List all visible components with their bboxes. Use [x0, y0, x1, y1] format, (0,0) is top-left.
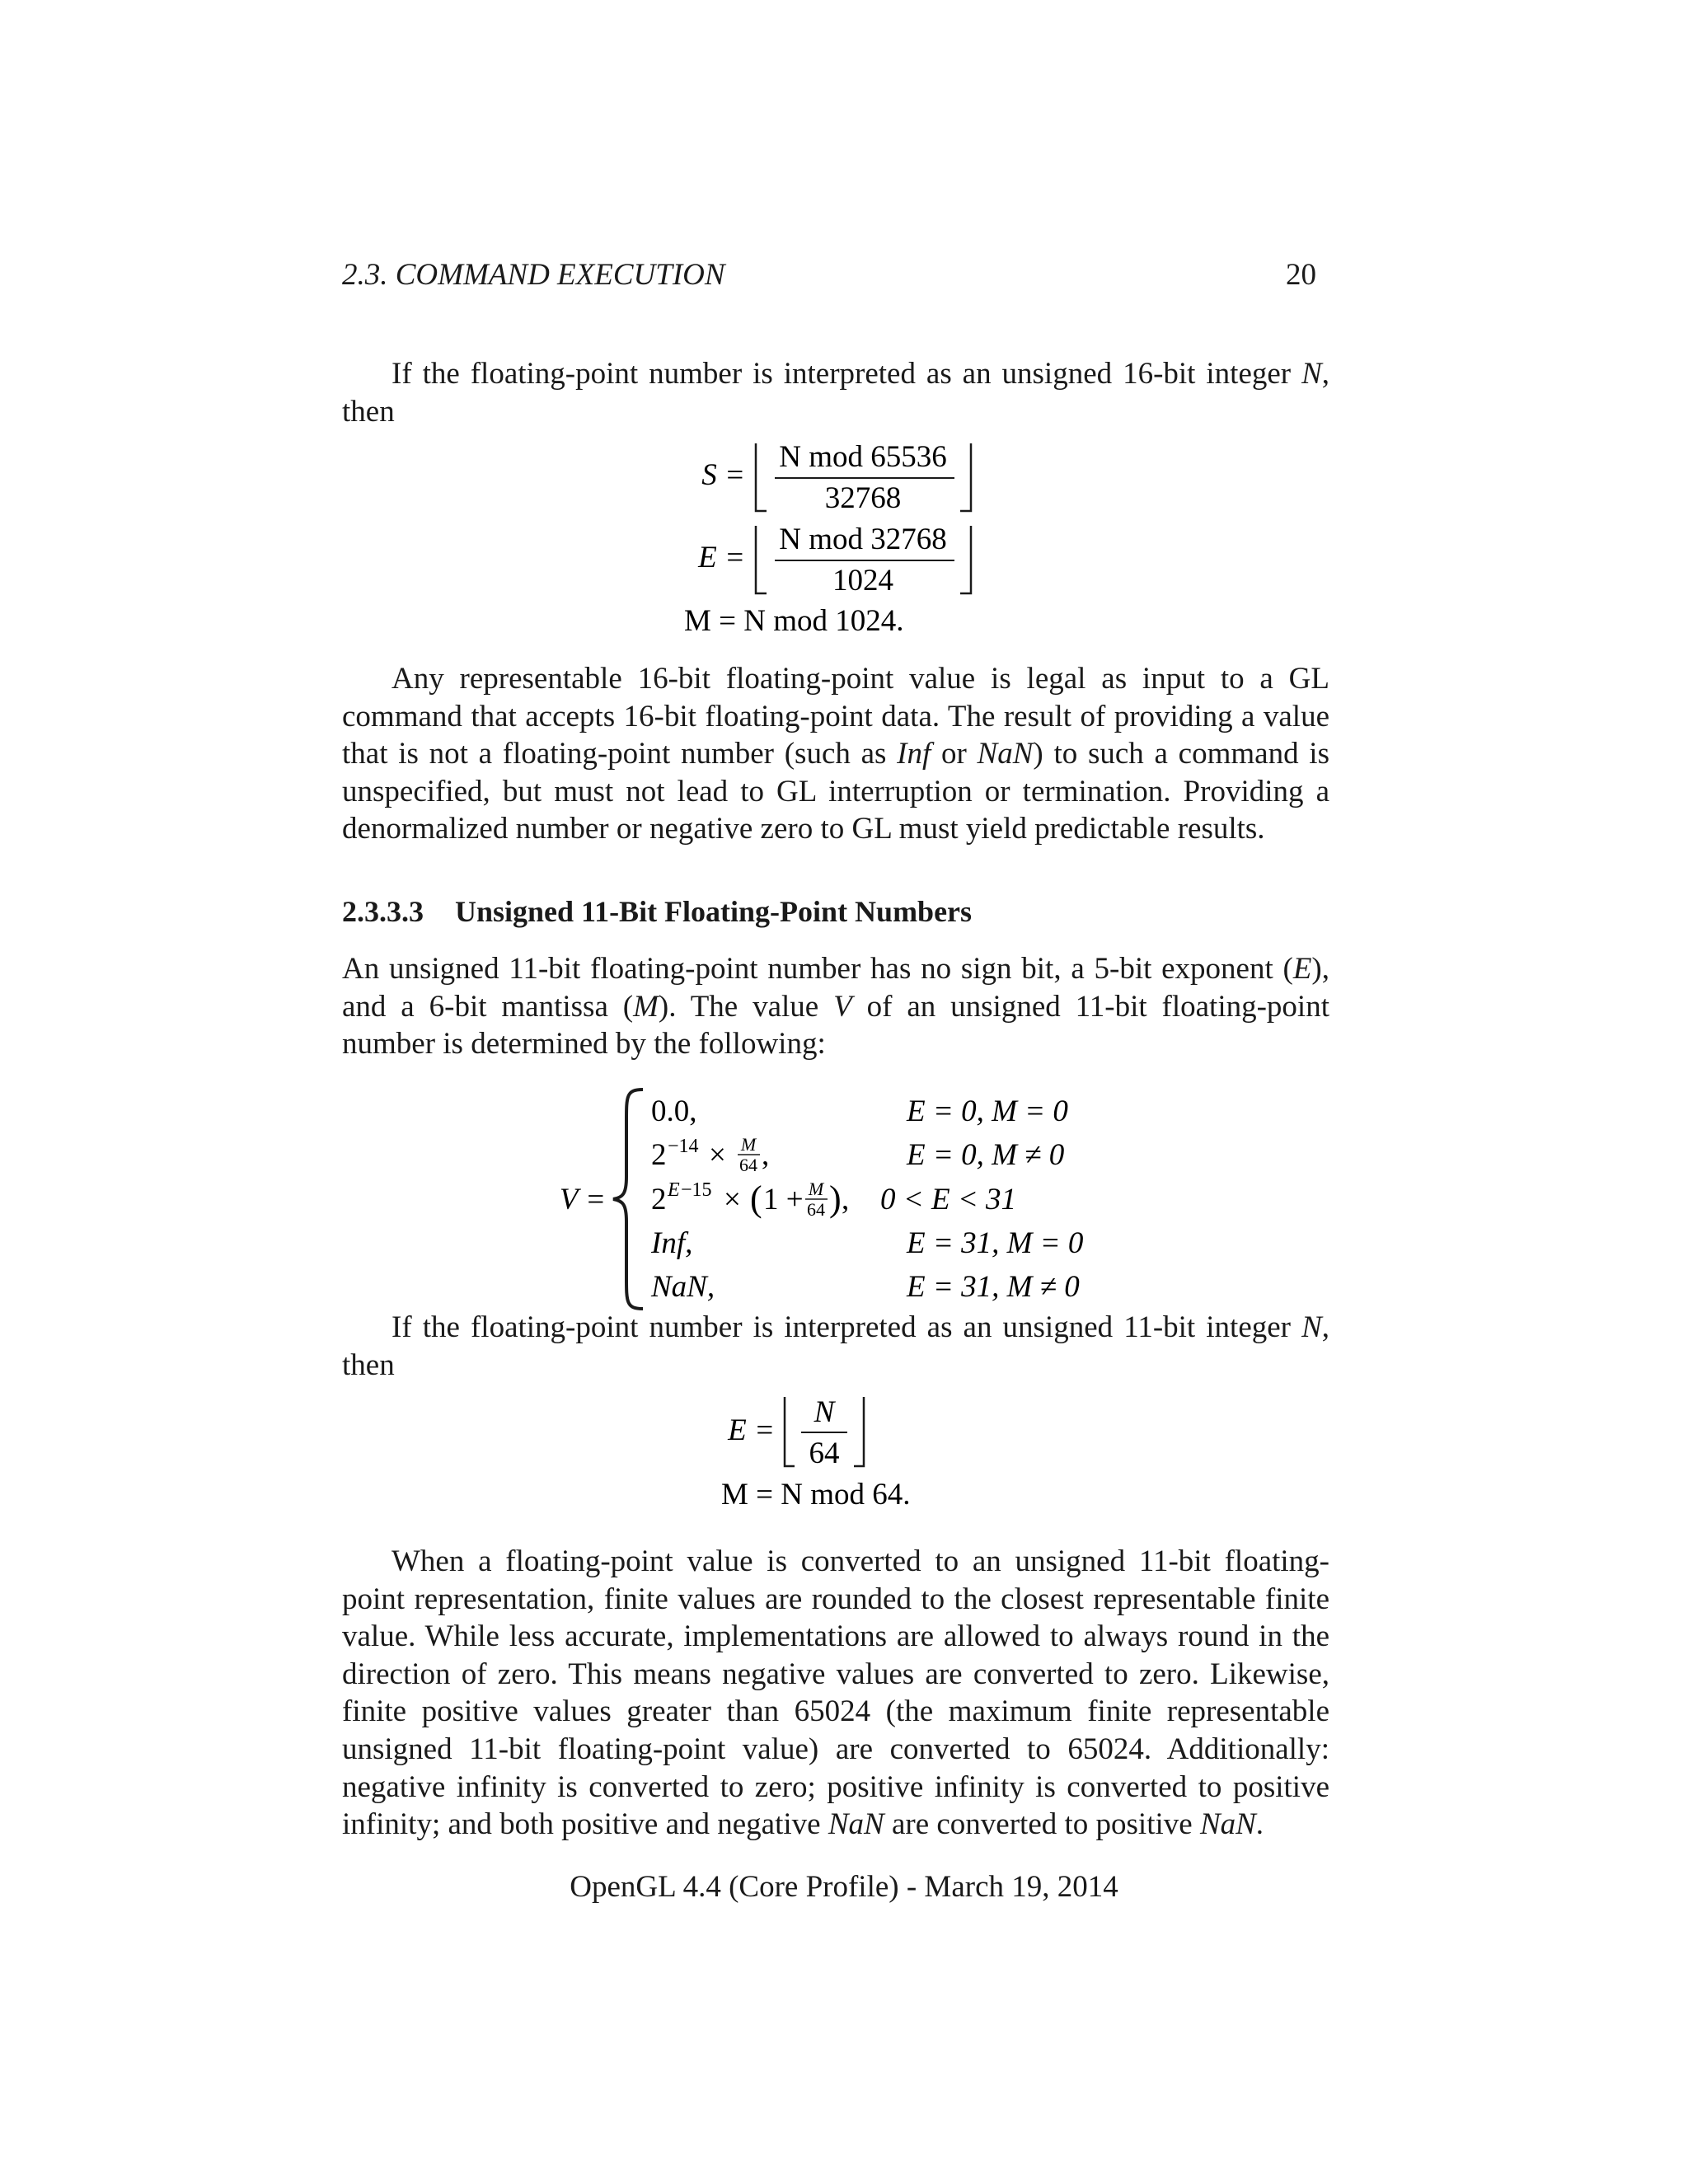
repr-nan: NaN: [977, 737, 1034, 771]
fmt-v: V: [833, 989, 852, 1024]
eq11-e-lhs: E =: [728, 1413, 775, 1447]
fmt-part2: ), and a 6-bit mantissa (: [342, 952, 1329, 1024]
case-row-1-value: 0.0,: [651, 1094, 697, 1128]
cases-lhs: V =: [559, 1183, 606, 1216]
intro11-var: N: [1301, 1310, 1322, 1344]
svg-text:,: ,: [842, 1183, 850, 1216]
case-row-4-value: Inf,: [651, 1226, 693, 1260]
eq16-e-floor-left: [756, 526, 767, 593]
eq16-e-numerator: N mod 32768: [779, 523, 947, 556]
intro16-var: N: [1301, 357, 1322, 391]
svg-text:×: ×: [709, 1138, 726, 1172]
repr-or: or: [931, 737, 978, 771]
case-row-5-value: NaN,: [651, 1270, 715, 1304]
paragraph-representable: [342, 660, 1329, 848]
svg-text:1 +: 1 +: [763, 1183, 804, 1216]
equation-uint16: [659, 429, 1014, 643]
svg-text:(: (: [750, 1179, 762, 1219]
eq16-s-floor-left: [756, 443, 767, 511]
repr-part2: ) to such a command is unspecified, but must not lead to GL interruption or termination. Providing a denormalized number or negative zero to GL must yield predictable results.: [342, 737, 1329, 846]
svg-text:M: M: [808, 1179, 824, 1199]
conv-nan-2: NaN: [1199, 1807, 1256, 1842]
fmt-part4: of an unsigned 11-bit floating-point number is determined by the following:: [342, 989, 1329, 1062]
case-row-3-condition: 0 < E < 31: [880, 1183, 1017, 1216]
svg-text:2: 2: [651, 1138, 667, 1172]
conv-part2: are converted to positive: [884, 1807, 1200, 1842]
svg-text:E: E: [668, 1179, 680, 1201]
fmt-part3: ). The value: [658, 989, 834, 1024]
conv-nan-1: NaN: [828, 1807, 884, 1842]
paragraph-uint11-intro: [342, 1309, 1329, 1384]
repr-part1: Any representable 16-bit floating-point value is legal as input to a GL command that accepts 16-bit floating-point data. The result of providing a value that is not a floating-point number (such as: [342, 662, 1329, 771]
equation-uint11: [709, 1385, 973, 1533]
eq16-e-denominator: 1024: [832, 564, 893, 598]
eq16-e-floor-right: [960, 526, 971, 593]
fmt-m: M: [633, 989, 659, 1024]
intro16-after: , then: [342, 357, 1329, 429]
case-row-5-condition: E = 31, M ≠ 0: [907, 1270, 1080, 1304]
intro16-before: If the floating-point number is interpreted as an unsigned 16-bit integer: [392, 357, 1302, 391]
eq16-s-floor-right: [960, 443, 971, 511]
section-heading: [342, 894, 972, 929]
case-row-3-value: [651, 1179, 849, 1220]
paragraph-uint16-intro: [342, 355, 1329, 430]
svg-text:−14: −14: [668, 1136, 699, 1157]
svg-text:−15: −15: [681, 1179, 712, 1201]
svg-text:64: 64: [807, 1199, 825, 1220]
repr-inf: Inf: [897, 737, 931, 771]
eq11-e-floor-right: [854, 1397, 864, 1466]
svg-text:,: ,: [762, 1138, 770, 1172]
page-number: 20: [1286, 258, 1316, 292]
paragraph-11bit-format: [342, 950, 1329, 1063]
conv-part3: .: [1255, 1807, 1264, 1842]
eq16-m-line: M = N mod 1024.: [684, 604, 904, 638]
fmt-e: E: [1292, 952, 1312, 986]
case-row-2-condition: E = 0, M ≠ 0: [907, 1138, 1065, 1172]
eq16-s-numerator: N mod 65536: [779, 440, 947, 474]
svg-text:2: 2: [651, 1183, 667, 1216]
intro11-after: , then: [342, 1310, 1329, 1382]
section-number: 2.3.3.3: [342, 895, 424, 928]
paragraph-conversion: [342, 1543, 1329, 1844]
eq11-m-line: M = N mod 64.: [721, 1478, 911, 1511]
conv-part1: When a floating-point value is converted to an unsigned 11-bit floating-point representation, finite values are rounded to the closest representable finite value. While less accurate, implementations are allowed to always round in the direction of zero. This means negative values are converted to zero. Likewise, finite positive values greater than 65024 (the maximum finite representable unsigned 11-bit floating-point value) are converted to 65024. Additionally: negative infinity is converted to zero; positive infinity is converted to positive infinity; and both positive and negative: [342, 1544, 1329, 1842]
svg-text:64: 64: [739, 1155, 757, 1175]
cases-brace: [613, 1090, 643, 1309]
case-row-2-value: [651, 1134, 769, 1175]
running-head: 2.3. COMMAND EXECUTION: [342, 258, 725, 292]
case-row-1-condition: E = 0, M = 0: [907, 1094, 1068, 1128]
section-title: Unsigned 11-Bit Floating-Point Numbers: [455, 895, 973, 928]
eq11-e-numerator: N: [814, 1395, 835, 1429]
svg-text:×: ×: [724, 1183, 741, 1216]
svg-text:M: M: [740, 1134, 757, 1155]
eq16-s-lhs: S =: [701, 458, 745, 492]
eq16-s-denominator: 32768: [824, 481, 902, 515]
equation-cases: [544, 1080, 1137, 1319]
eq16-e-lhs: E =: [698, 541, 745, 574]
page-footer: OpenGL 4.4 (Core Profile) - March 19, 2014: [570, 1870, 1118, 1904]
fmt-part1: An unsigned 11-bit floating-point number has no sign bit, a 5-bit exponent (: [342, 952, 1293, 986]
svg-text:): ): [829, 1179, 842, 1219]
case-row-4-condition: E = 31, M = 0: [907, 1226, 1084, 1260]
intro11-before: If the floating-point number is interpreted as an unsigned 11-bit integer: [392, 1310, 1302, 1344]
eq11-e-floor-left: [785, 1397, 795, 1466]
eq11-e-denominator: 64: [809, 1436, 840, 1470]
